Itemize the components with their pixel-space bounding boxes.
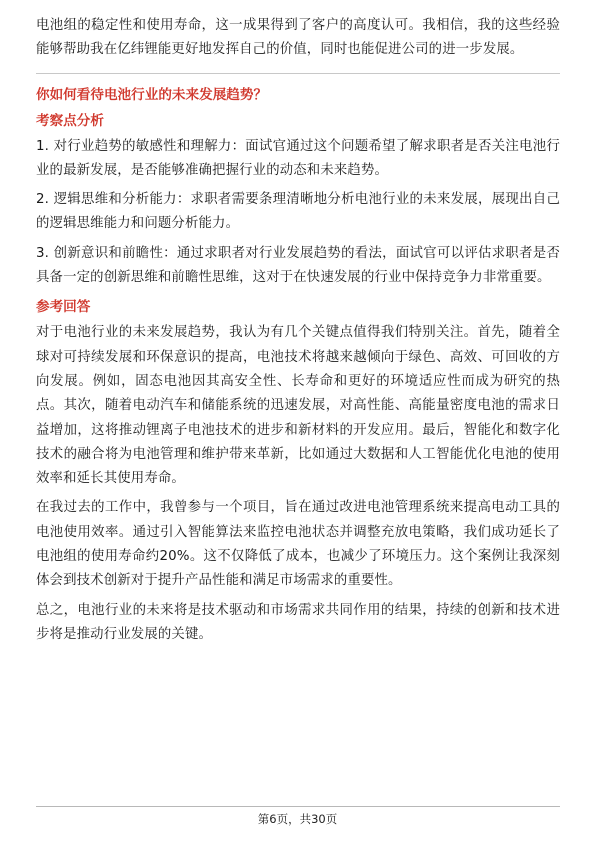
analysis-point: 1. 对行业趋势的敏感性和理解力：面试官通过这个问题希望了解求职者是否关注电池行业的最新发展，是否能够准确把握行业的动态和未来趋势。 [36,138,560,178]
section-divider [36,73,560,74]
answer-paragraph: 总之，电池行业的未来将是技术驱动和市场需求共同作用的结果，持续的创新和技术进步将是推动行业发展的关键。 [36,602,560,642]
answer-paragraph: 对于电池行业的未来发展趋势，我认为有几个关键点值得我们特别关注。首先，随着全球对可持续发展和环保意识的提高，电池技术将越来越倾向于绿色、高效、可回收的方向发展。例如，固态电池因其高安全性、长寿命和更好的环境适应性而成为研究的热点。其次，随着电动汽车和储能系统的迅速发展，对高性能、高能量密度电池的需求日益增加，这将推动锂离子电池技术的进步和新材料的开发应用。最后，智能化和数字化技术的融合将为电池管理和维护带来革新，比如通过大数据和人工智能优化电池的使用效率和延长其使用寿命。 [36,325,560,487]
analysis-point: 3. 创新意识和前瞻性：通过求职者对行业发展趋势的看法，面试官可以评估求职者是否具备一定的创新思维和前瞻性思维，这对于在快速发展的行业中保持竞争力非常重要。 [36,245,560,286]
page-number: 第6页，共30页 [257,812,338,826]
analysis-point: 2. 逻辑思维和分析能力：求职者需要条理清晰地分析电池行业的未来发展，展现出自己的逻辑思维能力和问题分析能力。 [36,192,560,232]
answer-paragraph: 在我过去的工作中，我曾参与一个项目，旨在通过改进电池管理系统来提高电动工具的电池使用效率。通过引入智能算法来监控电池状态并调整充放电策略，我们成功延长了电池组的使用寿命约20%。这不仅降低了成本，也减少了环境压力。这个案例让我深刻体会到技术创新对于提升产品性能和满足市场需求的重要性。 [36,500,560,589]
question-heading: 你如何看待电池行业的未来发展趋势？ [36,86,268,103]
intro-paragraph: 电池组的稳定性和使用寿命，这一成果得到了客户的高度认可。我相信，我的这些经验能够帮助我在亿纬锂能更好地发挥自己的价值，同时也能促进公司的进一步发展。 [36,18,560,58]
answer-heading: 参考回答 [36,299,91,316]
page-content [36,14,560,647]
analysis-heading: 考察点分析 [36,112,104,129]
footer-divider [36,806,560,807]
